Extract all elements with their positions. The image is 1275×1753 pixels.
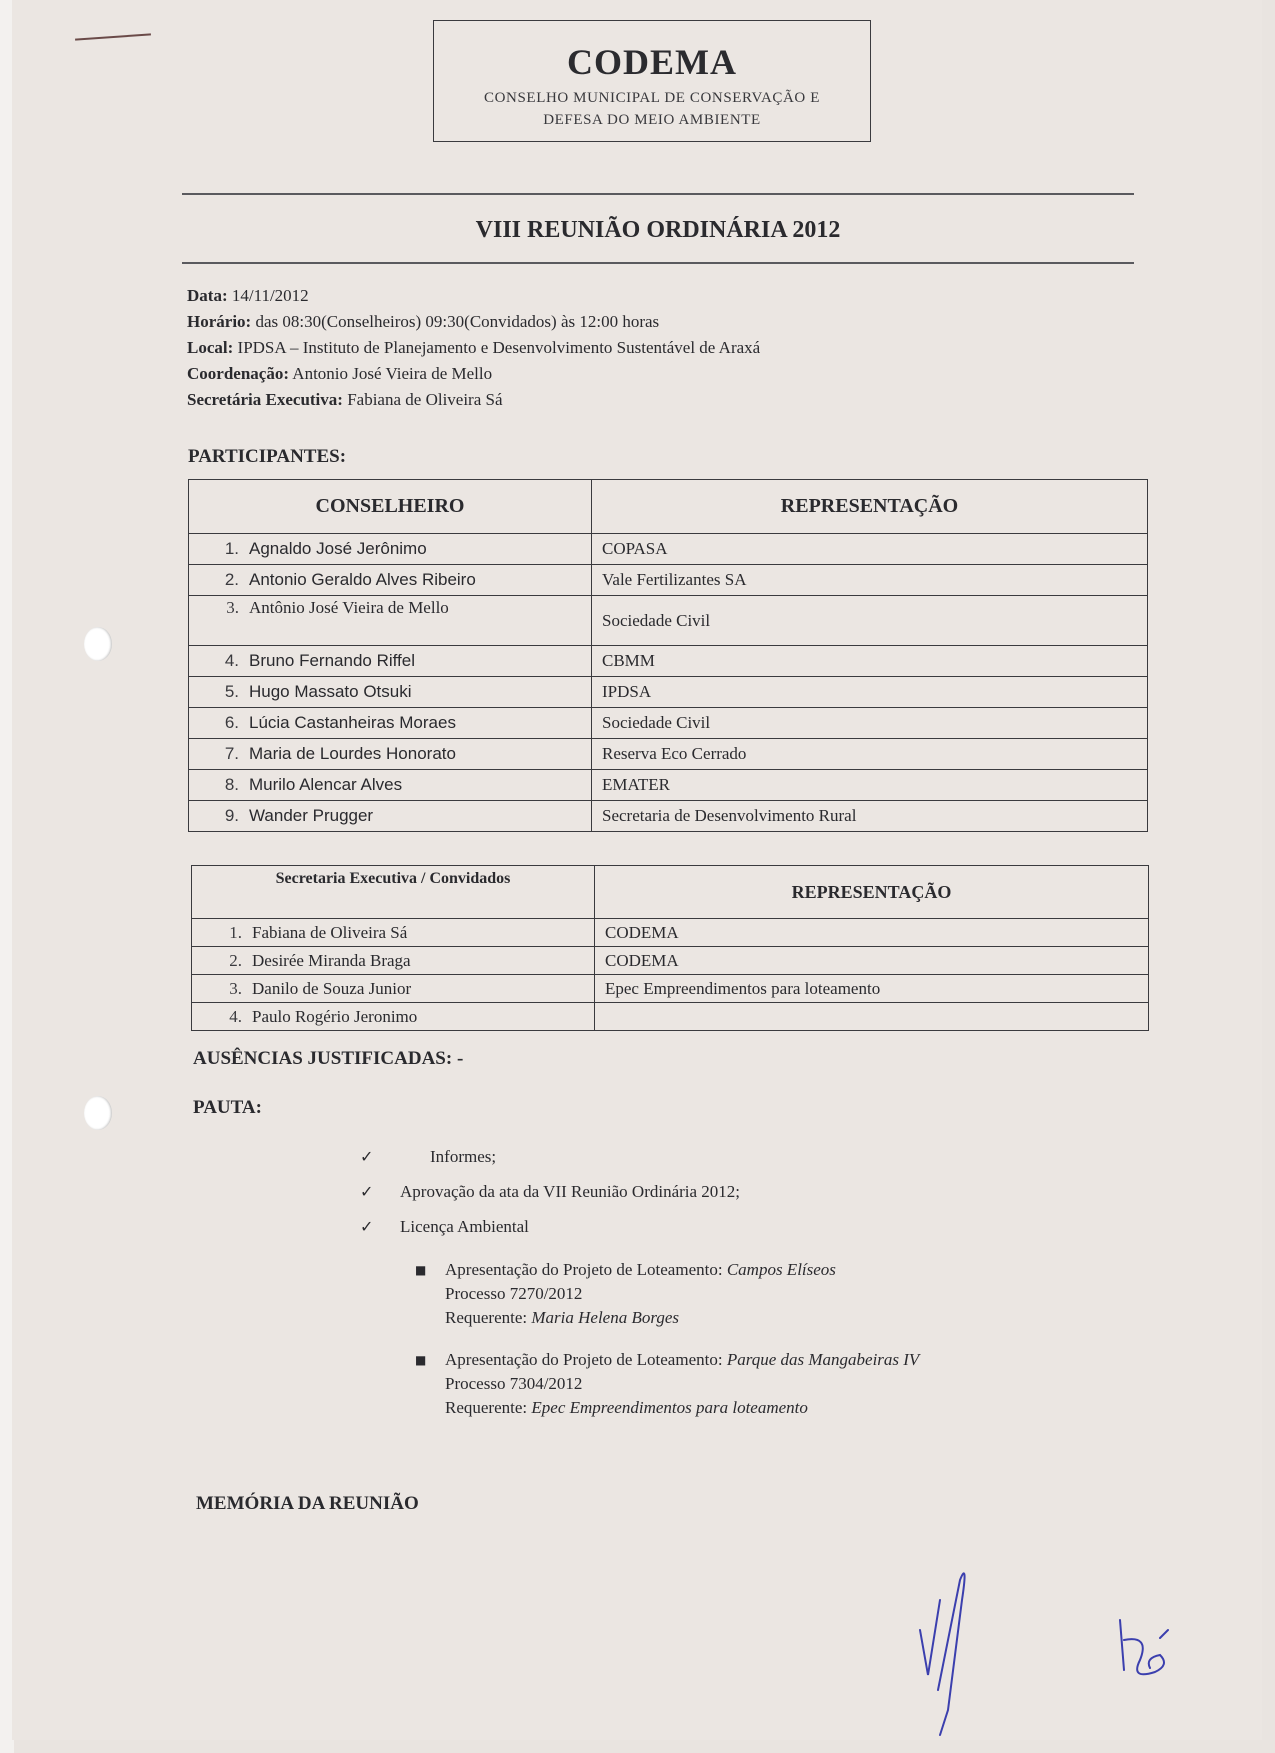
representacao: Epec Empreendimentos para loteamento (595, 975, 1149, 1003)
pauta-item (360, 1182, 740, 1202)
header-convidados: Secretaria Executiva / Convidados (192, 866, 595, 919)
checkmark-icon: ✓ (360, 1182, 374, 1201)
representacao: COPASA (592, 534, 1148, 565)
divider (182, 262, 1134, 264)
org-acronym: CODEMA (567, 42, 737, 82)
conselheiro-name: Murilo Alencar Alves (249, 775, 403, 794)
secretaria-label: Secretária Executiva: (187, 390, 343, 409)
row-number: 3. (226, 598, 239, 617)
convidados-table (191, 865, 1149, 1031)
header-representacao: REPRESENTAÇÃO (592, 480, 1148, 534)
project-name: Parque das Mangabeiras IV (726, 1350, 920, 1369)
table-row (192, 975, 1149, 1003)
conselheiro-name: Wander Prugger (249, 806, 374, 825)
conselheiro-name: Antônio José Vieira de Mello (249, 598, 449, 617)
row-number: 1. (224, 539, 239, 558)
conselheiro-name: Hugo Massato Otsuki (249, 682, 412, 701)
table-row (189, 646, 1148, 677)
project-name: Campos Elíseos (726, 1260, 836, 1279)
subitem-line: Apresentação do Projeto de Loteamento: (445, 1260, 723, 1279)
meeting-title: VIII REUNIÃO ORDINÁRIA 2012 (475, 217, 841, 243)
representacao: Sociedade Civil (592, 708, 1148, 739)
punch-hole (84, 1096, 112, 1130)
table-row (189, 565, 1148, 596)
ausencias-title: AUSÊNCIAS JUSTIFICADAS: - (193, 1048, 464, 1069)
table-header-row (189, 480, 1148, 534)
table-row (189, 739, 1148, 770)
representacao: CODEMA (595, 947, 1149, 975)
representacao: Vale Fertilizantes SA (592, 565, 1148, 596)
representacao (595, 1003, 1149, 1031)
representacao: Secretaria de Desenvolvimento Rural (592, 801, 1148, 832)
coordenacao-label: Coordenação: (187, 364, 289, 383)
meeting-info (187, 283, 760, 413)
header-representacao: REPRESENTAÇÃO (595, 866, 1149, 919)
pauta-item-text: Aprovação da ata da VII Reunião Ordinária 2012; (400, 1182, 741, 1201)
local-value: IPDSA – Instituto de Planejamento e Desenvolvimento Sustentável de Araxá (237, 338, 761, 357)
representacao: IPDSA (592, 677, 1148, 708)
coordenacao-value: Antonio José Vieira de Mello (292, 364, 493, 383)
table-row (192, 919, 1149, 947)
convidado-name: Danilo de Souza Junior (252, 978, 412, 998)
pauta-item (360, 1147, 496, 1167)
row-number: 7. (224, 744, 239, 763)
requerente-name: Epec Empreendimentos para loteamento (531, 1398, 808, 1417)
checkmark-icon: ✓ (360, 1217, 374, 1236)
participantes-title: PARTICIPANTES: (188, 446, 347, 467)
horario-value: das 08:30(Conselheiros) 09:30(Convidados) às 12:00 horas (255, 312, 660, 331)
representacao: CODEMA (595, 919, 1149, 947)
pauta-item (360, 1217, 529, 1237)
table-row (192, 1003, 1149, 1031)
row-number: 9. (224, 806, 239, 825)
conselheiro-name: Maria de Lourdes Honorato (249, 744, 456, 763)
conselheiro-name: Agnaldo José Jerônimo (249, 539, 427, 558)
data-label: Data: (187, 286, 228, 305)
row-number: 4. (229, 1006, 242, 1026)
org-name: CONSELHO MUNICIPAL DE CONSERVAÇÃO E DEFESA DO MEIO AMBIENTE (484, 90, 820, 128)
requerente-label: Requerente: (445, 1398, 528, 1417)
data-value: 14/11/2012 (231, 286, 309, 305)
row-number: 1. (229, 922, 242, 942)
table-row (189, 596, 1148, 646)
pauta-title: PAUTA: (193, 1097, 262, 1118)
representacao: CBMM (592, 646, 1148, 677)
representacao: Reserva Eco Cerrado (592, 739, 1148, 770)
row-number: 2. (224, 570, 239, 589)
conselheiro-name: Antonio Geraldo Alves Ribeiro (249, 570, 476, 589)
table-header-row (192, 866, 1149, 919)
memoria-title: MEMÓRIA DA REUNIÃO (196, 1493, 419, 1514)
subitem-line: Apresentação do Projeto de Loteamento: (445, 1350, 723, 1369)
requerente-label: Requerente: (445, 1308, 528, 1327)
pauta-subitem (415, 1348, 920, 1420)
table-row (189, 708, 1148, 739)
representacao: EMATER (592, 770, 1148, 801)
convidado-name: Paulo Rogério Jeronimo (252, 1006, 418, 1026)
horario-label: Horário: (187, 312, 252, 331)
punch-hole (84, 627, 112, 661)
table-row (189, 677, 1148, 708)
square-bullet-icon: ■ (415, 1263, 427, 1277)
conselheiro-name: Lúcia Castanheiras Moraes (249, 713, 456, 732)
table-row (189, 770, 1148, 801)
signature (900, 1540, 1010, 1740)
table-row (192, 947, 1149, 975)
checkmark-icon: ✓ (360, 1147, 374, 1166)
convidado-name: Fabiana de Oliveira Sá (252, 922, 408, 942)
pauta-subitem (415, 1258, 836, 1330)
secretaria-value: Fabiana de Oliveira Sá (347, 390, 503, 409)
local-label: Local: (187, 338, 234, 357)
row-number: 2. (229, 950, 242, 970)
row-number: 6. (224, 713, 239, 732)
requerente-name: Maria Helena Borges (531, 1308, 680, 1327)
square-bullet-icon: ■ (415, 1353, 427, 1367)
divider (182, 193, 1134, 195)
pauta-item-text: Licença Ambiental (400, 1217, 529, 1236)
row-number: 5. (224, 682, 239, 701)
row-number: 4. (224, 651, 239, 670)
row-number: 8. (224, 775, 239, 794)
representacao: Sociedade Civil (592, 596, 1148, 646)
processo: Processo 7270/2012 (445, 1284, 583, 1303)
initials (1110, 1610, 1180, 1700)
conselheiro-name: Bruno Fernando Riffel (249, 651, 416, 670)
table-row (189, 801, 1148, 832)
table-row (189, 534, 1148, 565)
convidado-name: Desirée Miranda Braga (252, 950, 411, 970)
row-number: 3. (229, 978, 242, 998)
processo: Processo 7304/2012 (445, 1374, 583, 1393)
pauta-item-text: Informes; (430, 1147, 497, 1166)
conselheiros-table (188, 479, 1148, 832)
letterhead-box (433, 20, 871, 142)
header-conselheiro: CONSELHEIRO (189, 480, 592, 534)
